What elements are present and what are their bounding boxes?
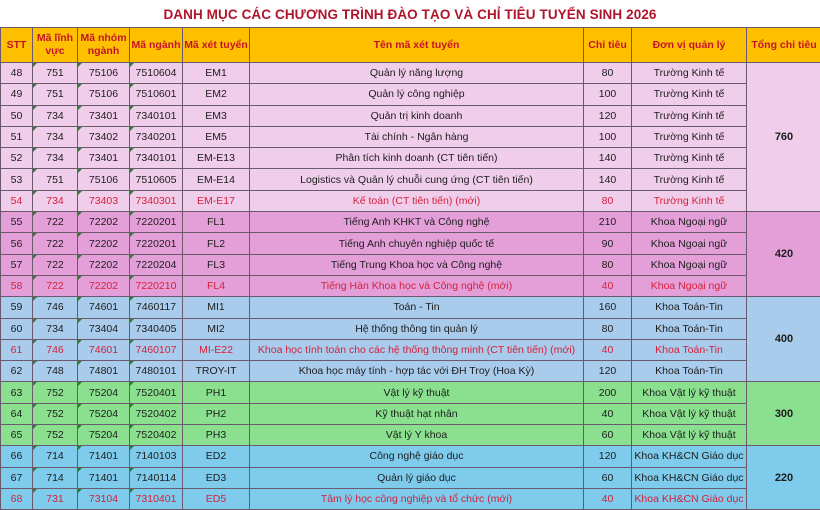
cell-chi-tieu: 80: [584, 63, 632, 84]
cell-chi-tieu: 80: [584, 190, 632, 211]
table-row: [1, 467, 820, 488]
cell-ma-nganh: 7510601: [130, 84, 183, 105]
cell-don-vi-quan-ly: Khoa Ngoại ngữ: [632, 254, 747, 275]
cell-ma-linh-vuc: 752: [33, 403, 78, 424]
cell-don-vi-quan-ly: Khoa Vật lý kỹ thuật: [632, 382, 747, 403]
cell-ten-ma-xet-tuyen: Logistics và Quản lý chuỗi cung ứng (CT tiên tiến): [250, 169, 584, 190]
cell-ma-nganh: 7460117: [130, 297, 183, 318]
cell-ma-nhom-nganh: 72202: [78, 212, 130, 233]
header-tong-chi-tieu: Tổng chỉ tiêu: [747, 28, 820, 63]
cell-ma-nhom-nganh: 73402: [78, 126, 130, 147]
cell-chi-tieu: 40: [584, 339, 632, 360]
cell-tong-chi-tieu: 220: [747, 446, 820, 510]
table-row: [1, 63, 820, 84]
cell-stt: 65: [1, 425, 33, 446]
cell-chi-tieu: 140: [584, 148, 632, 169]
cell-ma-nhom-nganh: 73104: [78, 488, 130, 509]
cell-ma-nganh: 7220201: [130, 212, 183, 233]
cell-stt: 60: [1, 318, 33, 339]
page-title: DANH MỤC CÁC CHƯƠNG TRÌNH ĐÀO TẠO VÀ CHỈ TIÊU TUYỂN SINH 2026: [0, 0, 820, 27]
cell-ma-xet-tuyen: PH1: [183, 382, 250, 403]
cell-ma-xet-tuyen: ED3: [183, 467, 250, 488]
cell-don-vi-quan-ly: Khoa Ngoại ngữ: [632, 212, 747, 233]
cell-ma-nhom-nganh: 75204: [78, 382, 130, 403]
cell-ma-nhom-nganh: 75106: [78, 169, 130, 190]
cell-ma-linh-vuc: 746: [33, 297, 78, 318]
cell-ten-ma-xet-tuyen: Quản lý giáo dục: [250, 467, 584, 488]
cell-ten-ma-xet-tuyen: Công nghệ giáo dục: [250, 446, 584, 467]
table-row: [1, 446, 820, 467]
cell-ma-nhom-nganh: 75204: [78, 403, 130, 424]
table-body: [1, 63, 820, 510]
cell-stt: 53: [1, 169, 33, 190]
cell-don-vi-quan-ly: Trường Kinh tế: [632, 63, 747, 84]
cell-ma-linh-vuc: 734: [33, 126, 78, 147]
cell-ten-ma-xet-tuyen: Tiếng Anh chuyên nghiệp quốc tế: [250, 233, 584, 254]
table-row: [1, 254, 820, 275]
table-row: [1, 212, 820, 233]
cell-ma-linh-vuc: 752: [33, 425, 78, 446]
cell-ma-nganh: 7480101: [130, 361, 183, 382]
table-row: [1, 126, 820, 147]
cell-ma-linh-vuc: 751: [33, 84, 78, 105]
cell-ten-ma-xet-tuyen: Toán - Tin: [250, 297, 584, 318]
cell-ten-ma-xet-tuyen: Kỹ thuật hạt nhân: [250, 403, 584, 424]
table-row: [1, 233, 820, 254]
cell-ma-xet-tuyen: FL2: [183, 233, 250, 254]
header-stt: STT: [1, 28, 33, 63]
cell-ten-ma-xet-tuyen: Tiếng Anh KHKT và Công nghệ: [250, 212, 584, 233]
cell-stt: 64: [1, 403, 33, 424]
table-row: [1, 297, 820, 318]
cell-don-vi-quan-ly: Trường Kinh tế: [632, 190, 747, 211]
cell-ma-nganh: 7140114: [130, 467, 183, 488]
cell-ma-nhom-nganh: 73401: [78, 105, 130, 126]
header-ma-nhom-nganh: Mã nhóm ngành: [78, 28, 130, 63]
cell-ma-linh-vuc: 734: [33, 148, 78, 169]
cell-ma-xet-tuyen: EM-E17: [183, 190, 250, 211]
cell-don-vi-quan-ly: Khoa Toán-Tin: [632, 361, 747, 382]
cell-ma-nganh: 7340301: [130, 190, 183, 211]
table-row: [1, 425, 820, 446]
header-don-vi-quan-ly: Đơn vị quản lý: [632, 28, 747, 63]
cell-stt: 56: [1, 233, 33, 254]
cell-ma-linh-vuc: 734: [33, 190, 78, 211]
cell-ma-xet-tuyen: FL3: [183, 254, 250, 275]
cell-tong-chi-tieu: 300: [747, 382, 820, 446]
cell-ma-nhom-nganh: 75204: [78, 425, 130, 446]
cell-stt: 50: [1, 105, 33, 126]
header-ten-ma-xet-tuyen: Tên mã xét tuyển: [250, 28, 584, 63]
cell-stt: 66: [1, 446, 33, 467]
cell-chi-tieu: 90: [584, 233, 632, 254]
cell-don-vi-quan-ly: Trường Kinh tế: [632, 148, 747, 169]
cell-stt: 68: [1, 488, 33, 509]
cell-ten-ma-xet-tuyen: Quản lý năng lượng: [250, 63, 584, 84]
table-row: [1, 190, 820, 211]
cell-ma-nhom-nganh: 75106: [78, 63, 130, 84]
cell-ma-xet-tuyen: EM3: [183, 105, 250, 126]
cell-ten-ma-xet-tuyen: Vật lý kỹ thuật: [250, 382, 584, 403]
cell-ten-ma-xet-tuyen: Tài chính - Ngân hàng: [250, 126, 584, 147]
cell-ma-nganh: 7310401: [130, 488, 183, 509]
header-ma-linh-vuc: Mã lĩnh vực: [33, 28, 78, 63]
cell-ten-ma-xet-tuyen: Tiếng Hàn Khoa học và Công nghệ (mới): [250, 275, 584, 296]
cell-ma-linh-vuc: 748: [33, 361, 78, 382]
cell-ma-linh-vuc: 734: [33, 318, 78, 339]
table-row: [1, 318, 820, 339]
cell-stt: 52: [1, 148, 33, 169]
cell-tong-chi-tieu: 420: [747, 212, 820, 297]
cell-stt: 63: [1, 382, 33, 403]
cell-chi-tieu: 40: [584, 275, 632, 296]
cell-ma-nganh: 7220210: [130, 275, 183, 296]
cell-chi-tieu: 80: [584, 254, 632, 275]
cell-don-vi-quan-ly: Khoa Ngoại ngữ: [632, 233, 747, 254]
table-header-row: [1, 28, 820, 63]
cell-ten-ma-xet-tuyen: Quản lý công nghiệp: [250, 84, 584, 105]
cell-chi-tieu: 200: [584, 382, 632, 403]
cell-stt: 58: [1, 275, 33, 296]
programs-table: [0, 27, 820, 510]
header-chi-tieu: Chỉ tiêu: [584, 28, 632, 63]
cell-stt: 49: [1, 84, 33, 105]
table-row: [1, 339, 820, 360]
cell-stt: 67: [1, 467, 33, 488]
cell-ma-xet-tuyen: TROY-IT: [183, 361, 250, 382]
cell-ma-linh-vuc: 722: [33, 233, 78, 254]
cell-stt: 48: [1, 63, 33, 84]
cell-don-vi-quan-ly: Khoa Ngoại ngữ: [632, 275, 747, 296]
cell-don-vi-quan-ly: Khoa Vật lý kỹ thuật: [632, 403, 747, 424]
cell-ma-xet-tuyen: PH2: [183, 403, 250, 424]
cell-chi-tieu: 120: [584, 361, 632, 382]
cell-don-vi-quan-ly: Khoa KH&CN Giáo dục: [632, 488, 747, 509]
table-row: [1, 403, 820, 424]
cell-ten-ma-xet-tuyen: Tiếng Trung Khoa học và Công nghệ: [250, 254, 584, 275]
cell-chi-tieu: 80: [584, 318, 632, 339]
cell-don-vi-quan-ly: Khoa KH&CN Giáo dục: [632, 446, 747, 467]
cell-stt: 62: [1, 361, 33, 382]
cell-ten-ma-xet-tuyen: Khoa học tính toán cho các hệ thống thông minh (CT tiên tiến) (mới): [250, 339, 584, 360]
cell-ma-nhom-nganh: 75106: [78, 84, 130, 105]
cell-ma-nhom-nganh: 72202: [78, 233, 130, 254]
cell-ma-linh-vuc: 714: [33, 467, 78, 488]
cell-chi-tieu: 40: [584, 488, 632, 509]
cell-ma-nhom-nganh: 72202: [78, 254, 130, 275]
cell-chi-tieu: 60: [584, 425, 632, 446]
cell-ma-xet-tuyen: MI1: [183, 297, 250, 318]
cell-ma-xet-tuyen: FL4: [183, 275, 250, 296]
cell-don-vi-quan-ly: Khoa Toán-Tin: [632, 318, 747, 339]
cell-ma-nhom-nganh: 73401: [78, 148, 130, 169]
cell-ma-xet-tuyen: EM-E13: [183, 148, 250, 169]
cell-ma-nganh: 7340405: [130, 318, 183, 339]
cell-chi-tieu: 100: [584, 126, 632, 147]
cell-ma-linh-vuc: 751: [33, 63, 78, 84]
cell-tong-chi-tieu: 400: [747, 297, 820, 382]
cell-ma-nganh: 7140103: [130, 446, 183, 467]
cell-ma-linh-vuc: 731: [33, 488, 78, 509]
cell-ma-xet-tuyen: MI-E22: [183, 339, 250, 360]
cell-ma-nhom-nganh: 74601: [78, 339, 130, 360]
cell-ma-nganh: 7460107: [130, 339, 183, 360]
cell-ten-ma-xet-tuyen: Kế toán (CT tiên tiến) (mới): [250, 190, 584, 211]
cell-ma-xet-tuyen: EM5: [183, 126, 250, 147]
cell-chi-tieu: 120: [584, 446, 632, 467]
cell-ma-nganh: 7510604: [130, 63, 183, 84]
cell-chi-tieu: 120: [584, 105, 632, 126]
cell-ma-nganh: 7220204: [130, 254, 183, 275]
cell-don-vi-quan-ly: Khoa KH&CN Giáo dục: [632, 467, 747, 488]
cell-chi-tieu: 210: [584, 212, 632, 233]
cell-ten-ma-xet-tuyen: Vật lý Y khoa: [250, 425, 584, 446]
cell-ma-xet-tuyen: EM1: [183, 63, 250, 84]
cell-ma-nhom-nganh: 73403: [78, 190, 130, 211]
table-row: [1, 361, 820, 382]
cell-ma-nhom-nganh: 74801: [78, 361, 130, 382]
cell-ma-nhom-nganh: 71401: [78, 446, 130, 467]
cell-chi-tieu: 100: [584, 84, 632, 105]
table-row: [1, 169, 820, 190]
table-row: [1, 148, 820, 169]
cell-ten-ma-xet-tuyen: Hệ thống thông tin quản lý: [250, 318, 584, 339]
cell-stt: 55: [1, 212, 33, 233]
cell-ma-nganh: 7340101: [130, 148, 183, 169]
cell-ma-linh-vuc: 751: [33, 169, 78, 190]
cell-stt: 57: [1, 254, 33, 275]
cell-ten-ma-xet-tuyen: Phân tích kinh doanh (CT tiên tiến): [250, 148, 584, 169]
table-row: [1, 84, 820, 105]
cell-ma-linh-vuc: 752: [33, 382, 78, 403]
cell-ma-nganh: 7220201: [130, 233, 183, 254]
cell-ma-nganh: 7520402: [130, 425, 183, 446]
cell-ma-xet-tuyen: ED5: [183, 488, 250, 509]
cell-ma-xet-tuyen: EM-E14: [183, 169, 250, 190]
table-row: [1, 382, 820, 403]
cell-ma-linh-vuc: 722: [33, 254, 78, 275]
cell-ma-nganh: 7520402: [130, 403, 183, 424]
cell-ma-nganh: 7520401: [130, 382, 183, 403]
cell-don-vi-quan-ly: Trường Kinh tế: [632, 126, 747, 147]
cell-ma-xet-tuyen: ED2: [183, 446, 250, 467]
cell-stt: 61: [1, 339, 33, 360]
table-row: [1, 105, 820, 126]
cell-ma-linh-vuc: 734: [33, 105, 78, 126]
cell-ma-xet-tuyen: EM2: [183, 84, 250, 105]
cell-don-vi-quan-ly: Trường Kinh tế: [632, 105, 747, 126]
cell-ma-nhom-nganh: 71401: [78, 467, 130, 488]
cell-stt: 51: [1, 126, 33, 147]
cell-stt: 54: [1, 190, 33, 211]
cell-tong-chi-tieu: 760: [747, 63, 820, 212]
cell-don-vi-quan-ly: Khoa Toán-Tin: [632, 339, 747, 360]
header-ma-nganh: Mã ngành: [130, 28, 183, 63]
cell-don-vi-quan-ly: Khoa Toán-Tin: [632, 297, 747, 318]
cell-ma-xet-tuyen: FL1: [183, 212, 250, 233]
cell-ten-ma-xet-tuyen: Khoa học máy tính - hợp tác với ĐH Troy (Hoa Kỳ): [250, 361, 584, 382]
cell-chi-tieu: 140: [584, 169, 632, 190]
cell-ma-xet-tuyen: MI2: [183, 318, 250, 339]
cell-ma-linh-vuc: 722: [33, 275, 78, 296]
cell-ma-nganh: 7510605: [130, 169, 183, 190]
cell-don-vi-quan-ly: Trường Kinh tế: [632, 84, 747, 105]
cell-chi-tieu: 40: [584, 403, 632, 424]
cell-ma-nhom-nganh: 74601: [78, 297, 130, 318]
cell-ma-linh-vuc: 722: [33, 212, 78, 233]
cell-stt: 59: [1, 297, 33, 318]
cell-ten-ma-xet-tuyen: Quản trị kinh doanh: [250, 105, 584, 126]
cell-ma-nhom-nganh: 73404: [78, 318, 130, 339]
cell-don-vi-quan-ly: Khoa Vật lý kỹ thuật: [632, 425, 747, 446]
cell-ma-nganh: 7340201: [130, 126, 183, 147]
cell-ma-linh-vuc: 714: [33, 446, 78, 467]
table-row: [1, 275, 820, 296]
cell-ma-nganh: 7340101: [130, 105, 183, 126]
cell-ma-linh-vuc: 746: [33, 339, 78, 360]
cell-chi-tieu: 160: [584, 297, 632, 318]
cell-ma-xet-tuyen: PH3: [183, 425, 250, 446]
header-ma-xet-tuyen: Mã xét tuyển: [183, 28, 250, 63]
cell-chi-tieu: 60: [584, 467, 632, 488]
cell-ten-ma-xet-tuyen: Tâm lý học công nghiệp và tổ chức (mới): [250, 488, 584, 509]
cell-don-vi-quan-ly: Trường Kinh tế: [632, 169, 747, 190]
cell-ma-nhom-nganh: 72202: [78, 275, 130, 296]
table-row: [1, 488, 820, 509]
